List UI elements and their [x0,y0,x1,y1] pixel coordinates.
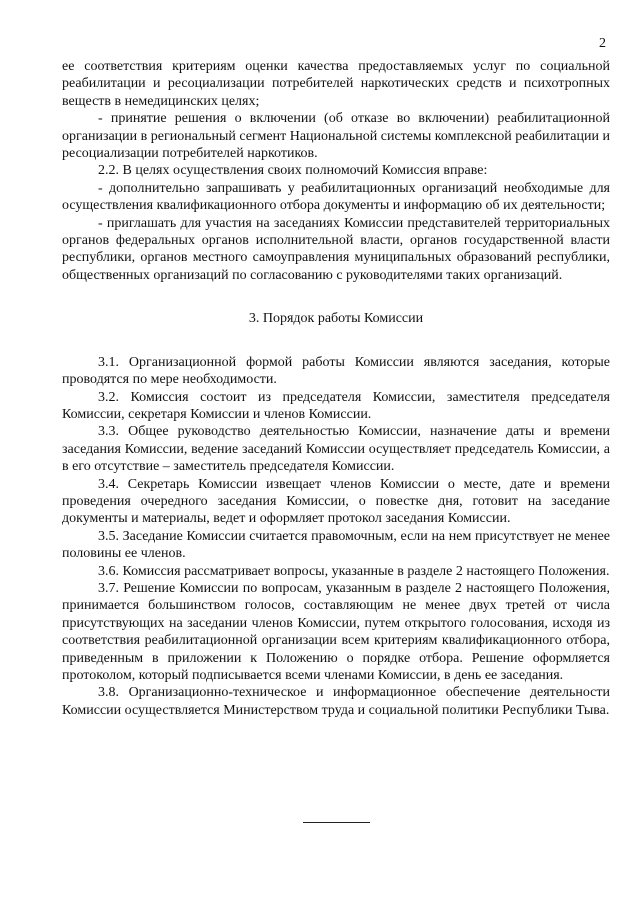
paragraph-3-2: 3.2. Комиссия состоит из председателя Комиссии, заместителя председателя Комиссии, секретаря Комиссии и членов Комиссии. [62,389,610,422]
section-3-heading: 3. Порядок работы Комиссии [248,311,424,327]
page-number: 2 [599,36,606,51]
paragraph-3-5: 3.5. Заседание Комиссии считается правомочным, если на нем присутствует не менее половины ее членов. [62,528,610,562]
document-body [62,58,610,719]
paragraph-3-4: 3.4. Секретарь Комиссии извещает членов Комиссии о месте, дате и времени проведения очередного заседания Комиссии, о повестке дня, готовит на заседание документы и материалы, ведет и оформляет протокол заседания Комиссии. [62,476,610,527]
paragraph-3-7: 3.7. Решение Комиссии по вопросам, указанным в разделе 2 настоящего Положения, принимается большинством голосов, составляющим не менее двух третей от числа присутствующих на заседании членов Комиссии, путем открытого голосования, исходя из соответствия реабилитационной организации всем критериям квалификационного отбора, приведенным в приложении к Положению о порядке отбора. Решение оформляется протоколом, который подписывается всеми членами Комиссии, в день ее заседания. [62,580,610,683]
paragraph-3-3: 3.3. Общее руководство деятельностью Комиссии, назначение даты и времени заседания Комиссии, ведение заседаний Комиссии осуществляет председатель Комиссии, а в его отсутствие – заместитель председателя Комиссии. [62,424,610,475]
paragraph-continuation: ее соответствия критериям оценки качества предоставляемых услуг по социальной реабилитации и ресоциализации потребителей наркотических средств и психотропных веществ в немедицинских целях; [62,59,610,109]
end-of-text-rule [303,822,370,823]
paragraph-2-2: 2.2. В целях осуществления своих полномочий Комиссия вправе: [98,163,488,179]
paragraph-3-1: 3.1. Организационной формой работы Комиссии являются заседания, которые проводятся по мере необходимости. [62,354,610,388]
paragraph-3-8: 3.8. Организационно-техническое и информационное обеспечение деятельности Комиссии осуществляется Министерством труда и социальной политики Республики Тыва. [62,685,610,718]
paragraph-invite-representatives: - приглашать для участия на заседаниях Комиссии представителей территориальных органов федеральных органов исполнительной власти, органов государственной власти республики, органов местного самоуправления муниципальных образований республики, общественных организаций по согласованию с руководителями таких организаций. [62,215,610,283]
paragraph-inclusion-decision: - принятие решения о включении (об отказе во включении) реабилитационной организации в региональный сегмент Национальной системы комплексной реабилитации и ресоциализации потребителей наркотиков. [62,111,610,162]
paragraph-3-6: 3.6. Комиссия рассматривает вопросы, указанные в разделе 2 настоящего Положения. [98,563,610,579]
paragraph-request-documents: - дополнительно запрашивать у реабилитационных организаций необходимые для осуществления квалификационного отбора документы и информацию об их деятельности; [62,180,610,214]
